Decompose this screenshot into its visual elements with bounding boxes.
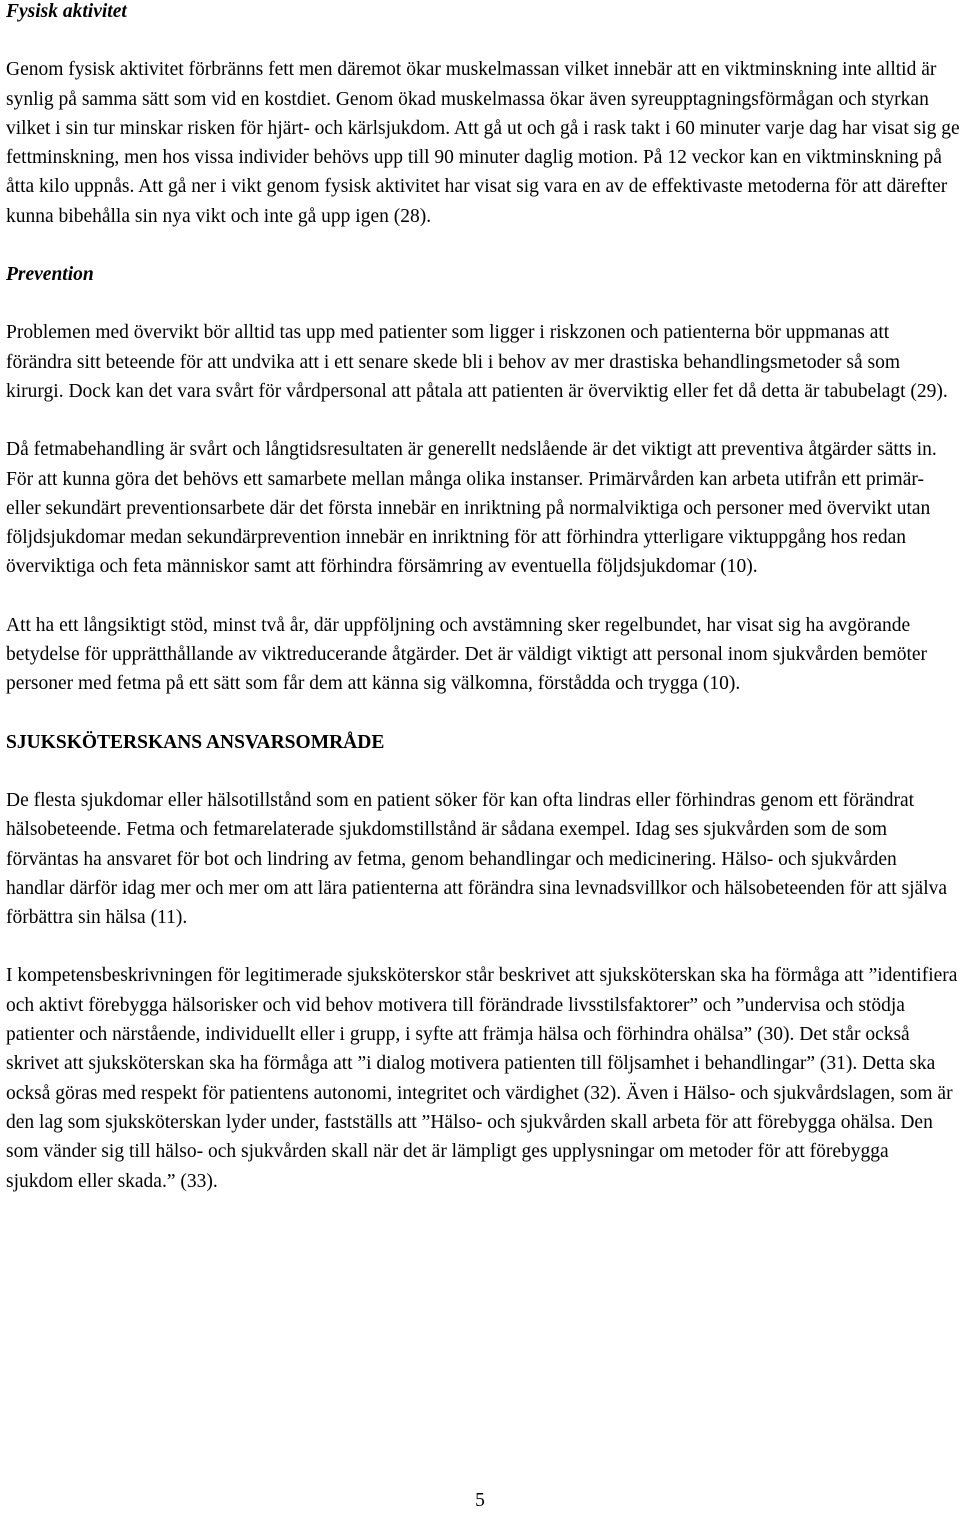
paragraph: Problemen med övervikt bör alltid tas upp med patienter som ligger i riskzonen och patienterna bör uppmanas att förändra sitt beteende för att undvika att i ett senare skede bli i behov av mer drastiska behandlingsmetoder så som kirurgi. Dock kan det vara svårt för vårdpersonal att påtala att patienten är överviktig eller fet då detta är tabubelagt (29). bbox=[6, 322, 948, 402]
section-heading-prevention: Prevention bbox=[6, 264, 94, 286]
paragraph: I kompetensbeskrivningen för legitimerade sjuksköterskor står beskrivet att sjuksköterskan ska ha förmåga att ”identifiera och aktivt förebygga hälsorisker och vid behov motivera till förändrade livsstilsfaktorer” och ”undervisa och stödja patienter och närstående, individuellt eller i grupp, i syfte att främja hälsa och förhindra ohälsa” (30). Det står också skrivet att sjuksköterskan ska ha förmåga att ”i dialog motivera patienten till följsamhet i behandlingar” (31). Detta ska också göras med respekt för patientens autonomi, integritet och värdighet (32). Även i Hälso- och sjukvårdslagen, som är den lag som sjuksköterskan lyder under, fastställs att ”Hälso- och sjukvården skall arbeta för att förebygga ohälsa. Den som vänder sig till hälso- och sjukvården skall när det är lämpligt ges upplysningar om metoder för att förebygga sjukdom eller skada.” (33). bbox=[6, 965, 958, 1192]
spacer bbox=[6, 26, 960, 55]
page-number: 5 bbox=[475, 1490, 485, 1511]
section-heading-fysisk-aktivitet: Fysisk aktivitet bbox=[6, 1, 127, 22]
spacer bbox=[6, 699, 960, 728]
spacer bbox=[6, 757, 960, 786]
section-heading-sjukskoterskans-ansvarsomrade: SJUKSKÖTERSKANS ANSVARSOMRÅDE bbox=[6, 731, 385, 753]
spacer bbox=[6, 932, 960, 961]
paragraph: Då fetmabehandling är svårt och långtidsresultaten är generellt nedslående är det viktigt att preventiva åtgärder sätts in. För att kunna göra det behövs ett samarbete mellan många olika instanser. Primärvården kan arbeta utifrån ett primär- eller sekundärt preventionsarbete där det första innebär en inriktning på normalviktiga och personer med övervikt utan följdsjukdomar medan sekundärprevention innebär en inriktning för att förhindra ytterligare viktuppgång hos redan överviktiga och feta människor samt att förhindra försämring av eventuella följdsjukdomar (10). bbox=[6, 439, 937, 578]
spacer bbox=[6, 231, 960, 260]
spacer bbox=[6, 582, 960, 611]
spacer bbox=[6, 406, 960, 435]
paragraph: Genom fysisk aktivitet förbränns fett men däremot ökar muskelmassan vilket innebär att en viktminskning inte alltid är synlig på samma sätt som vid en kostdiet. Genom ökad muskelmassa ökar även syreupptagningsförmågan och styrkan vilket i sin tur minskar risken för hjärt- och kärlsjukdom. Att gå ut och gå i rask takt i 60 minuter varje dag har visat sig ge fettminskning, men hos vissa individer behövs upp till 90 minuter daglig motion. På 12 veckor kan en viktminskning på åtta kilo uppnås. Att gå ner i vikt genom fysisk aktivitet har visat sig vara en av de effektivaste metoderna för att därefter kunna bibehålla sin nya vikt och inte gå upp igen (28). bbox=[6, 59, 960, 227]
document-page bbox=[6, 0, 960, 1196]
spacer bbox=[6, 289, 960, 318]
paragraph: De flesta sjukdomar eller hälsotillstånd som en patient söker för kan ofta lindras eller förhindras genom ett förändrat hälsobeteende. Fetma och fetmarelaterade sjukdomstillstånd är sådana exempel. Idag ses sjukvården som de som förväntas ha ansvaret för bot och lindring av fetma, genom behandlingar och medicinering. Hälso- och sjukvården handlar därför idag mer och mer om att lära patienterna att förändra sina levnadsvillkor och hälsobeteenden för att själva förbättra sin hälsa (11). bbox=[6, 789, 948, 929]
paragraph: Att ha ett långsiktigt stöd, minst två år, där uppföljning och avstämning sker regelbundet, har visat sig ha avgörande betydelse för upprätthållande av viktreducerande åtgärder. Det är väldigt viktigt att personal inom sjukvården bemöter personer med fetma på ett sätt som får dem att känna sig välkomna, förstådda och trygga (10). bbox=[6, 614, 928, 695]
